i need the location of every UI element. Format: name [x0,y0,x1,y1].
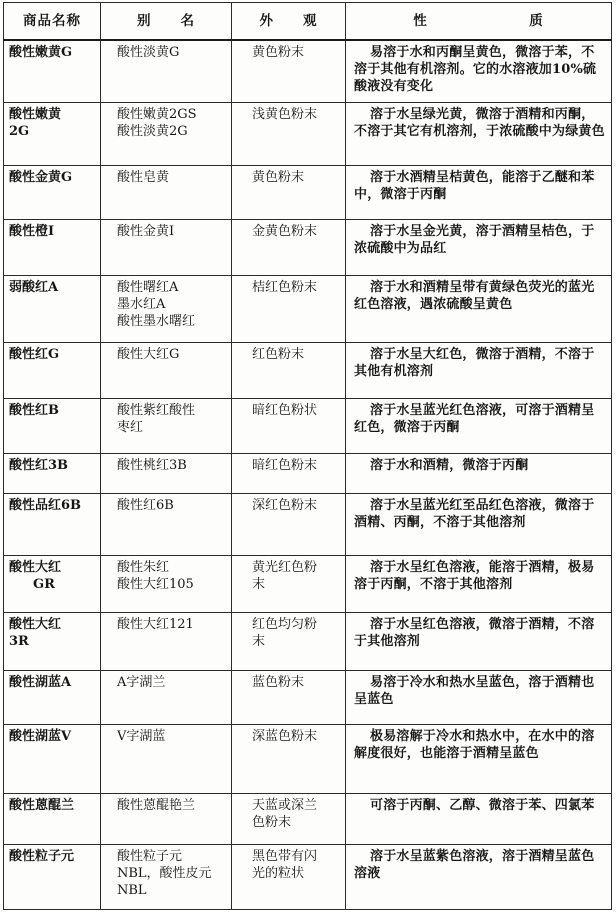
appearance-cell [232,725,346,793]
appearance-cell [232,454,346,493]
alias-line: 酸性大红105 [117,576,194,592]
appearance-line: 暗红色粉状 [252,402,318,418]
table-row [4,555,612,613]
product-name-cell [4,103,101,166]
property-text: 溶于水和酒精，微溶于丙酮 [370,458,529,474]
alias-cell [101,844,232,909]
product-name-cell [4,398,101,453]
alias-cell [101,613,232,671]
alias-line: 酸性粒子元 [117,848,183,864]
product-name-line: 酸性红3B [9,458,69,474]
property-text: 溶于水和酒精呈带有黄绿色荧光的蓝光红色溶液，遇浓硫酸呈黄色 [354,280,595,313]
table-row [4,725,612,793]
header-alias: 别 名 [101,3,232,41]
product-name-cell [4,166,101,219]
property-cell [346,670,612,724]
property-cell [346,343,612,398]
alias-line: 酸性红6B [117,497,174,513]
product-name-line: 酸性红G [9,347,60,363]
property-cell [346,276,612,343]
appearance-cell [232,793,346,844]
property-text: 溶于水呈蓝光红色溶液，可溶于酒精呈红色，微溶于丙酮 [354,402,595,435]
product-name-cell [4,493,101,555]
property-text: 极易溶解于冷水和热水中，在水中的溶解度很好，也能溶于酒精呈蓝色 [354,729,595,762]
alias-cell [101,670,232,724]
appearance-line: 红色均匀粉 [252,617,318,633]
property-cell [346,103,612,166]
appearance-cell [232,40,346,103]
acid-dye-table [3,2,612,910]
appearance-line: 末 [252,634,266,650]
product-name-line: 酸性嫩黄G [9,45,73,60]
product-name-cell [4,276,101,343]
property-cell [346,454,612,493]
appearance-line: 末 [252,576,266,592]
alias-line: 酸性淡黄2G [117,124,188,140]
alias-cell [101,40,232,103]
alias-cell [101,398,232,453]
property-text: 溶于水呈蓝光红至品红色溶液，微溶于酒精、丙酮，不溶于其他溶剂 [354,497,595,530]
table-row [4,844,612,909]
product-name-line: 酸性大红 [9,559,62,575]
product-name-line: GR [33,576,55,592]
table-row [4,166,612,219]
property-text: 溶于水呈绿光黄，微溶于酒精和丙酮，不溶于其它有机溶剂，于浓硫酸中为绿黄色 [354,107,605,140]
appearance-cell [232,844,346,909]
alias-line: 酸性嫩黄2GS [117,107,197,123]
product-name-cell [4,40,101,103]
property-cell [346,844,612,909]
header-row [4,3,612,41]
alias-line: NBL，酸性皮元 [117,865,212,881]
header-properties: 性 质 [346,3,612,41]
alias-line: 酸性淡黄G [117,45,180,60]
property-text: 溶于水酒精呈桔黄色，能溶于乙醚和苯中，微溶于丙酮 [354,170,595,203]
alias-cell [101,343,232,398]
table-row [4,103,612,166]
alias-line: 酸性桃红3B [117,458,187,474]
product-name-line: 2G [9,124,30,140]
alias-line: 酸性蒽醌艳兰 [117,797,196,813]
property-text: 溶于水呈红色溶液，微溶于酒精，不溶于其他溶剂 [354,617,595,650]
alias-line: 酸性皂黄 [117,170,170,186]
product-name-line: 弱酸红A [9,280,59,296]
appearance-cell [232,166,346,219]
alias-line: 枣红 [117,419,144,435]
property-cell [346,793,612,844]
product-name-cell [4,343,101,398]
product-name-line: 酸性嫩黄 [9,107,62,123]
appearance-line: 浅黄色粉末 [252,107,318,123]
alias-cell [101,219,232,276]
property-text: 易溶于水和丙酮呈黄色，微溶于苯，不溶于其他有机溶剂。它的水溶液加10%硫酸液没有变化 [354,45,597,94]
alias-line: 酸性大红G [117,347,180,363]
alias-cell [101,555,232,613]
property-cell [346,40,612,103]
alias-line: 酸性金黄Ⅰ [117,223,175,239]
header-product-name: 商品名称 [4,3,101,41]
alias-line: A字湖兰 [117,674,166,690]
appearance-cell [232,219,346,276]
appearance-cell [232,103,346,166]
dye-table-page [3,2,611,910]
appearance-cell [232,555,346,613]
property-text: 溶于水呈蓝紫色溶液，溶于酒精呈蓝色溶液 [354,848,595,881]
header-appearance: 外 观 [232,3,346,41]
property-cell [346,613,612,671]
alias-line: V字湖蓝 [117,729,166,745]
appearance-line: 光的粒状 [252,865,305,881]
product-name-cell [4,555,101,613]
property-cell [346,493,612,555]
table-row [4,670,612,724]
table-row [4,40,612,103]
appearance-line: 黄色粉末 [252,45,305,60]
property-text: 溶于水呈红色溶液，能溶于酒精，极易溶于丙酮，不溶于其他溶剂 [354,559,595,592]
alias-line: 墨水红A [117,297,166,313]
table-row [4,398,612,453]
appearance-cell [232,670,346,724]
appearance-line: 色粉末 [252,814,292,830]
appearance-cell [232,398,346,453]
product-name-cell [4,725,101,793]
alias-line: 酸性曙红A [117,280,179,296]
property-text: 可溶于丙酮、乙醇、微溶于苯、四氯苯 [370,797,595,813]
product-name-line: 酸性品红6B [9,497,82,513]
property-text: 溶于水呈大红色，微溶于酒精，不溶于其他有机溶剂 [354,347,595,380]
product-name-cell [4,793,101,844]
alias-cell [101,454,232,493]
product-name-line: 酸性蒽醌兰 [9,797,75,813]
product-name-line: 酸性橙Ⅰ [9,223,55,239]
appearance-line: 天蓝或深兰 [252,797,318,813]
product-name-line: 酸性大红 [9,617,62,633]
property-cell [346,398,612,453]
appearance-line: 暗红色粉末 [252,458,318,474]
alias-cell [101,103,232,166]
appearance-line: 黑色带有闪 [252,848,318,864]
property-text: 溶于水呈金光黄，溶于酒精呈桔色，于浓硫酸中为品红 [354,223,595,256]
table-row [4,613,612,671]
table-row [4,219,612,276]
property-cell [346,219,612,276]
product-name-cell [4,613,101,671]
appearance-line: 深红色粉末 [252,497,318,513]
table-body [4,40,612,910]
alias-cell [101,493,232,555]
product-name-line: 酸性金黄G [9,170,73,186]
appearance-line: 蓝色粉末 [252,674,305,690]
appearance-line: 金黄色粉末 [252,223,318,239]
appearance-cell [232,493,346,555]
property-text: 易溶于冷水和热水呈蓝色，溶于酒精也呈蓝色 [354,674,595,707]
product-name-line: 酸性湖蓝V [9,729,72,745]
alias-line: 酸性墨水曙红 [117,314,196,330]
table-row [4,276,612,343]
appearance-line: 深蓝色粉末 [252,729,318,745]
product-name-line: 酸性粒子元 [9,848,75,864]
table-row [4,454,612,493]
product-name-line: 酸性红B [9,402,59,418]
alias-line: 酸性朱红 [117,559,170,575]
product-name-cell [4,670,101,724]
alias-line: 酸性紫红酸性 [117,402,196,418]
alias-cell [101,276,232,343]
appearance-line: 黄光红色粉 [252,559,318,575]
alias-cell [101,725,232,793]
table-row [4,793,612,844]
appearance-line: 桔红色粉末 [252,280,318,296]
alias-cell [101,166,232,219]
product-name-cell [4,844,101,909]
alias-cell [101,793,232,844]
appearance-cell [232,276,346,343]
product-name-cell [4,219,101,276]
product-name-cell [4,454,101,493]
product-name-line: 3R [9,634,29,650]
appearance-cell [232,343,346,398]
table-row [4,343,612,398]
alias-line: 酸性大红121 [117,617,194,633]
alias-line: NBL [117,882,147,898]
appearance-line: 黄色粉末 [252,170,305,186]
property-cell [346,555,612,613]
property-cell [346,725,612,793]
property-cell [346,166,612,219]
table-row [4,493,612,555]
appearance-line: 红色粉末 [252,347,305,363]
appearance-cell [232,613,346,671]
product-name-line: 酸性湖蓝A [9,674,72,690]
